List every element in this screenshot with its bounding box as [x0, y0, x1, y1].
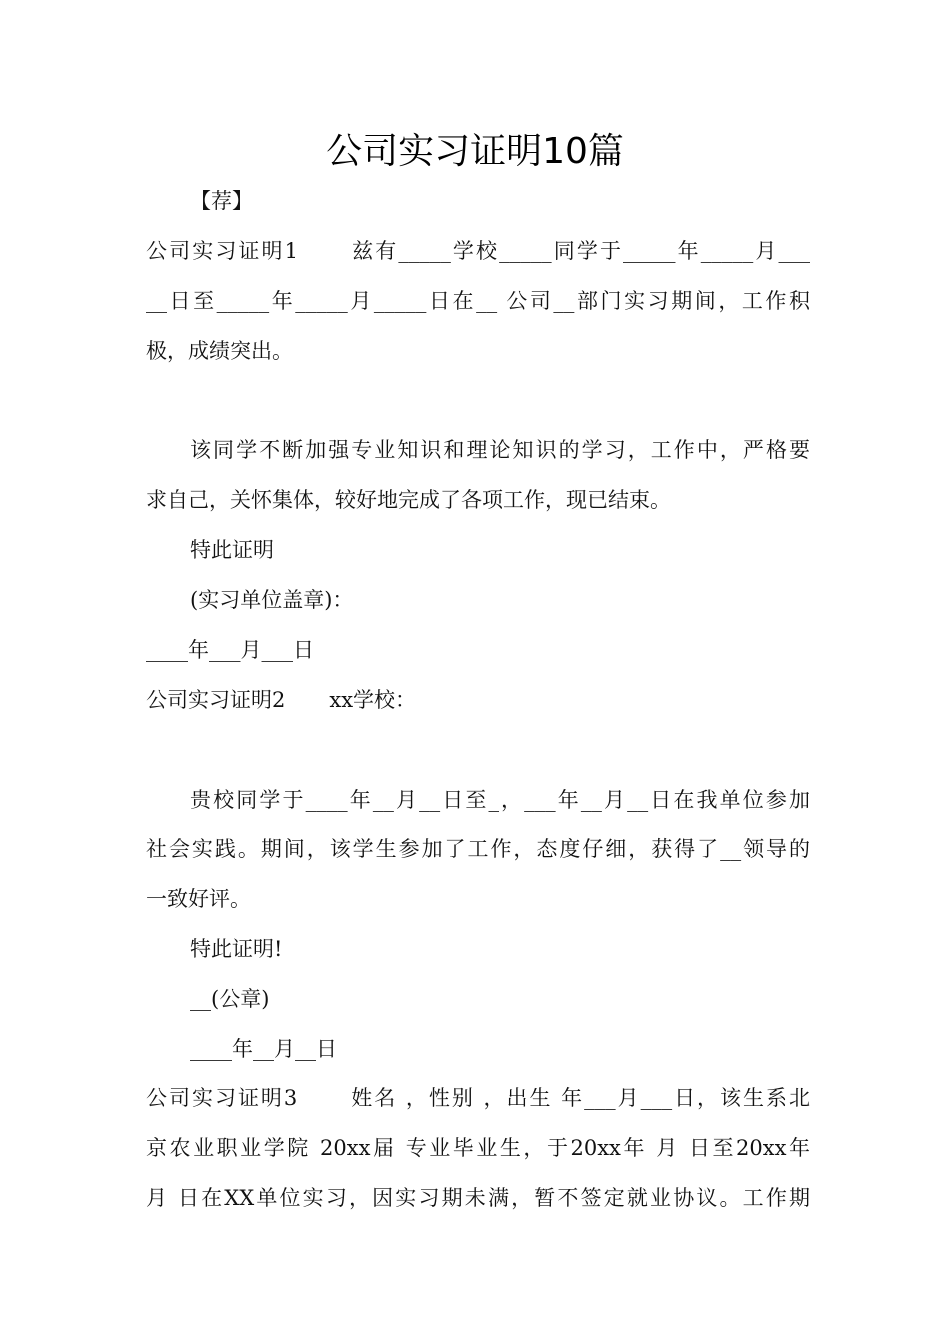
- s3-text-1: 姓名 ，性别 ，出生 年___月___日，该生系北: [349, 1086, 810, 1110]
- s1-seal: (实习单位盖章)：: [190, 588, 354, 612]
- s2-addressee: xx学校：: [329, 688, 417, 712]
- s1-heading: 公司实习证明1: [146, 239, 298, 263]
- s2-para-1c: 一致好评。: [146, 887, 251, 911]
- s2-date: ____年__月__日: [190, 1037, 337, 1061]
- s2-para-1a: 贵校同学于____年__月__日至_，___年__月__日在我单位参加: [190, 788, 810, 812]
- s1-date: ____年___月___日: [146, 638, 314, 662]
- s2-heading: 公司实习证明2: [146, 688, 286, 712]
- s1-line-3: 极，成绩突出。: [146, 339, 293, 363]
- s2-certify: 特此证明!: [190, 937, 283, 961]
- recommend-tag: 【荐】: [190, 189, 253, 213]
- s2-para-1b: 社会实践。期间，该学生参加了工作，态度仔细，获得了__领导的: [146, 837, 810, 861]
- s2-seal: __(公章): [190, 987, 270, 1011]
- s1-para-2a: 该同学不断加强专业知识和理论知识的学习，工作中，严格要: [190, 438, 810, 462]
- s1-line-1: [146, 236, 810, 266]
- s2-line-1: [146, 685, 810, 715]
- document-title: 公司实习证明10篇: [326, 131, 624, 172]
- s1-para-2b: 求自己，关怀集体，较好地完成了各项工作，现已结束。: [146, 488, 671, 512]
- s3-line-2: 京农业职业学院 20xx届 专业毕业生，于20xx年 月 日至20xx年: [146, 1136, 810, 1160]
- s1-text-1: 兹有_____学校_____同学于_____年_____月___: [350, 239, 810, 263]
- s1-certify: 特此证明: [190, 538, 274, 562]
- s3-line-1: [146, 1083, 810, 1113]
- s3-heading: 公司实习证明3: [146, 1086, 298, 1110]
- s1-line-2: __日至_____年_____月_____日在__ 公司__部门实习期间，工作积: [146, 289, 810, 313]
- s3-line-3: 月 日在XX单位实习，因实习期未满，暂不签定就业协议。工作期: [146, 1186, 810, 1210]
